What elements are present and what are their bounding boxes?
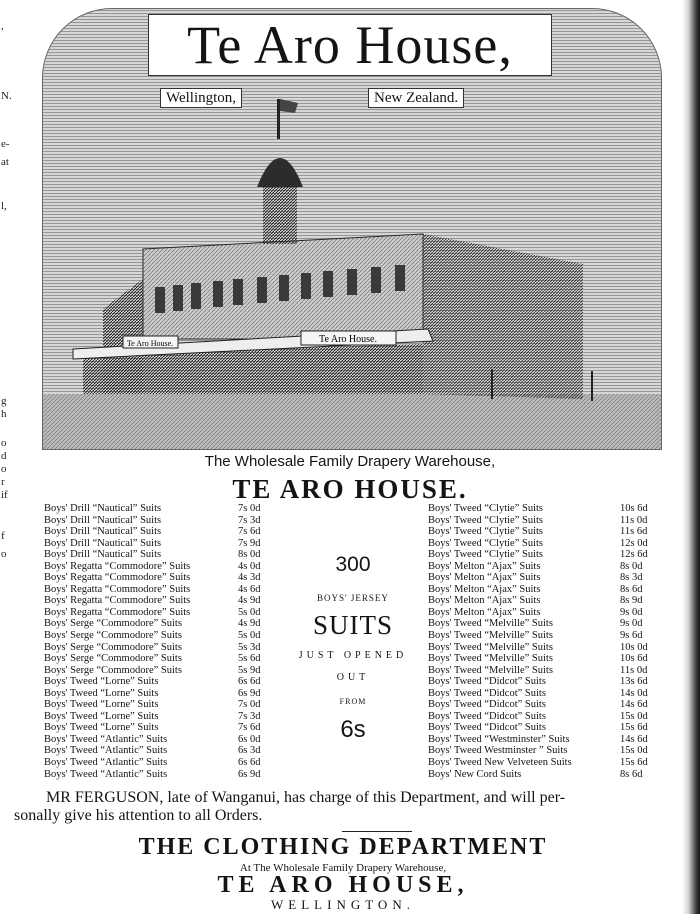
- suit-price: 7s 6d: [238, 526, 261, 538]
- suit-description: Boys' Drill “Nautical” Suits: [44, 526, 162, 538]
- suit-price: 8s 6d: [620, 768, 643, 780]
- suit-description: Boys' Melton “Ajax” Suits: [428, 595, 541, 607]
- suit-description: Boys' Regatta “Commodore” Suits: [44, 560, 191, 572]
- price-list-row: [44, 503, 274, 515]
- suit-description: Boys' Serge “Commodore” Suits: [44, 641, 182, 653]
- price-list-row: [44, 734, 274, 746]
- suit-price: 7s 3d: [238, 710, 261, 722]
- suit-price: 5s 0d: [238, 630, 261, 642]
- suit-price: 6s 9d: [238, 687, 261, 699]
- jersey-subject: BOYS' JERSEY: [317, 593, 389, 603]
- suit-description: Boys' Drill “Nautical” Suits: [44, 537, 162, 549]
- illustration-sign-1: Te Aro House.: [126, 339, 174, 348]
- warehouse-tagline: The Wholesale Family Drapery Warehouse,: [204, 453, 496, 470]
- suit-price: 7s 0d: [238, 503, 261, 514]
- suit-description: Boys' Tweed “Westminster” Suits: [428, 733, 570, 745]
- suit-description: Boys' Tweed “Melville” Suits: [428, 630, 553, 642]
- jersey-count: 300: [335, 553, 371, 576]
- suit-description: Boys' Tweed “Melville” Suits: [428, 618, 553, 630]
- suit-description: Boys' Tweed “Didcot” Suits: [428, 710, 546, 722]
- suit-price: 8s 9d: [620, 595, 643, 607]
- suit-price: 5s 9d: [238, 664, 261, 676]
- suit-price: 4s 6d: [238, 583, 261, 595]
- suit-description: Boys' Serge “Commodore” Suits: [44, 618, 182, 630]
- left-margin-fragments: , N. e- at l, g h o d o r if f o: [1, 20, 12, 560]
- price-list-row: [44, 653, 274, 665]
- price-list-row: [428, 503, 658, 515]
- suit-description: Boys' Tweed “Atlantic” Suits: [44, 745, 168, 757]
- price-list-row: [428, 642, 658, 654]
- price-list-row: [44, 561, 274, 573]
- suit-description: Boys' Tweed “Didcot” Suits: [428, 676, 546, 688]
- price-list-row: [44, 722, 274, 734]
- suit-price: 7s 9d: [238, 537, 261, 549]
- suit-description: Boys' Melton “Ajax” Suits: [428, 560, 541, 572]
- suit-price: 15s 6d: [620, 722, 648, 734]
- suit-description: Boys' Regatta “Commodore” Suits: [44, 595, 191, 607]
- suit-price: 5s 3d: [238, 641, 261, 653]
- price-list-row: [44, 665, 274, 677]
- price-list-row: [44, 526, 274, 538]
- suit-description: Boys' Regatta “Commodore” Suits: [44, 572, 191, 584]
- clothing-department-heading: THE CLOTHING DEPARTMENT: [138, 834, 548, 860]
- right-price-list: [428, 503, 658, 780]
- city-label: Wellington,: [160, 88, 242, 108]
- footer-warehouse-line: At The Wholesale Family Drapery Warehouse,: [239, 862, 447, 874]
- suit-price: 11s 0d: [620, 514, 648, 526]
- suit-price: 4s 9d: [238, 595, 261, 607]
- price-list-row: [44, 711, 274, 723]
- suit-description: Boys' Tweed “Lorne” Suits: [44, 699, 159, 711]
- suit-description: Boys' Serge “Commodore” Suits: [44, 664, 182, 676]
- suit-price: 9s 0d: [620, 618, 643, 630]
- price-list-row: [428, 745, 658, 757]
- suit-price: 5s 6d: [238, 653, 261, 665]
- suit-price: 10s 6d: [620, 653, 648, 665]
- suit-description: Boys' Tweed “Atlantic” Suits: [44, 757, 168, 769]
- suit-price: 14s 6d: [620, 699, 648, 711]
- suit-description: Boys' Tweed “Didcot” Suits: [428, 722, 546, 734]
- suit-price: 12s 0d: [620, 537, 648, 549]
- price-list-row: [428, 595, 658, 607]
- suit-price: 8s 0d: [620, 560, 643, 572]
- price-list-row: [428, 688, 658, 700]
- price-list-row: [428, 561, 658, 573]
- suit-price: 7s 3d: [238, 514, 261, 526]
- price-list-row: [44, 515, 274, 527]
- suit-description: Boys' Tweed “Clytie” Suits: [428, 537, 543, 549]
- suit-description: Boys' Tweed “Atlantic” Suits: [44, 733, 168, 745]
- suit-description: Boys' Drill “Nautical” Suits: [44, 503, 162, 514]
- suit-price: 6s 0d: [238, 733, 261, 745]
- price-list-row: [428, 665, 658, 677]
- suit-price: 11s 0d: [620, 664, 648, 676]
- price-list-row: [428, 526, 658, 538]
- out-text: OUT: [336, 672, 370, 683]
- suit-description: Boys' Melton “Ajax” Suits: [428, 606, 541, 618]
- price-list-row: [44, 618, 274, 630]
- suit-description: Boys' Tweed “Lorne” Suits: [44, 722, 159, 734]
- suit-price: 15s 0d: [620, 710, 648, 722]
- masthead-title: Te Aro House,: [148, 14, 552, 76]
- suit-price: 15s 0d: [620, 745, 648, 757]
- suit-price: 6s 6d: [238, 676, 261, 688]
- suit-price: 6s 6d: [238, 757, 261, 769]
- price-list-row: [428, 549, 658, 561]
- price-list-row: [44, 688, 274, 700]
- divider-rule: [342, 831, 412, 832]
- footer-city: WELLINGTON.: [271, 897, 415, 912]
- suit-price: 13s 6d: [620, 676, 648, 688]
- suit-description: Boys' Tweed New Velveteen Suits: [428, 757, 572, 769]
- suit-description: Boys' Tweed “Clytie” Suits: [428, 549, 543, 561]
- suit-description: Boys' Tweed “Clytie” Suits: [428, 526, 543, 538]
- price-list-row: [428, 757, 658, 769]
- suit-price: 8s 3d: [620, 572, 643, 584]
- price-list-row: [44, 549, 274, 561]
- price-list-row: [44, 572, 274, 584]
- suit-description: Boys' Tweed “Lorne” Suits: [44, 687, 159, 699]
- price-list-row: [428, 711, 658, 723]
- suit-description: Boys' Tweed “Clytie” Suits: [428, 514, 543, 526]
- suit-price: 4s 9d: [238, 618, 261, 630]
- suit-description: Boys' Serge “Commodore” Suits: [44, 653, 182, 665]
- ferguson-notice: [14, 789, 674, 825]
- price-list-row: [428, 515, 658, 527]
- price-list-row: [428, 653, 658, 665]
- suit-description: Boys' Regatta “Commodore” Suits: [44, 583, 191, 595]
- suit-description: Boys' Tweed Westminster ” Suits: [428, 745, 568, 757]
- suit-description: Boys' Tweed “Didcot” Suits: [428, 687, 546, 699]
- price-list-row: [44, 699, 274, 711]
- suit-description: Boys' Serge “Commodore” Suits: [44, 630, 182, 642]
- suit-price: 6s 3d: [238, 745, 261, 757]
- suit-price: 14s 0d: [620, 687, 648, 699]
- price-list-row: [44, 584, 274, 596]
- suit-description: Boys' Tweed “Lorne” Suits: [44, 710, 159, 722]
- suit-description: Boys' Tweed “Lorne” Suits: [44, 676, 159, 688]
- suit-price: 11s 6d: [620, 526, 648, 538]
- suit-price: 8s 6d: [620, 583, 643, 595]
- suit-description: Boys' Regatta “Commodore” Suits: [44, 606, 191, 618]
- suit-price: 15s 6d: [620, 757, 648, 769]
- suit-price: 9s 0d: [620, 606, 643, 618]
- suit-description: Boys' Drill “Nautical” Suits: [44, 549, 162, 561]
- price-list-row: [44, 745, 274, 757]
- suit-description: Boys' Tweed “Atlantic” Suits: [44, 768, 168, 780]
- suit-description: Boys' New Cord Suits: [428, 768, 522, 780]
- price-list-row: [428, 769, 658, 781]
- suit-description: Boys' Tweed “Melville” Suits: [428, 653, 553, 665]
- suit-price: 9s 6d: [620, 630, 643, 642]
- price-list-row: [44, 769, 274, 781]
- suit-description: Boys' Tweed “Melville” Suits: [428, 664, 553, 676]
- suit-price: 6s 9d: [238, 768, 261, 780]
- footer-store-name: TE ARO HOUSE,: [217, 872, 469, 898]
- suit-price: 7s 0d: [238, 699, 261, 711]
- price-list-row: [428, 618, 658, 630]
- price-list-row: [428, 699, 658, 711]
- price-list-row: [44, 595, 274, 607]
- from-price: 6s: [340, 716, 366, 743]
- price-list-row: [44, 607, 274, 619]
- price-list-row: [428, 734, 658, 746]
- illustration-sign-2: Te Aro House.: [319, 334, 377, 345]
- price-list-row: [428, 630, 658, 642]
- price-list-row: [428, 722, 658, 734]
- price-list-row: [428, 607, 658, 619]
- price-list-row: [44, 630, 274, 642]
- suit-price: 10s 0d: [620, 641, 648, 653]
- suit-price: 8s 0d: [238, 549, 261, 561]
- suit-price: 10s 6d: [620, 503, 648, 514]
- suit-description: Boys' Drill “Nautical” Suits: [44, 514, 162, 526]
- from-text: FROM: [339, 697, 367, 706]
- suit-price: 12s 6d: [620, 549, 648, 561]
- suit-price: 4s 0d: [238, 560, 261, 572]
- price-list-row: [428, 584, 658, 596]
- suit-price: 14s 6d: [620, 733, 648, 745]
- suit-price: 7s 6d: [238, 722, 261, 734]
- price-list-row: [44, 676, 274, 688]
- suit-description: Boys' Melton “Ajax” Suits: [428, 583, 541, 595]
- suit-price: 4s 3d: [238, 572, 261, 584]
- country-label: New Zealand.: [368, 88, 464, 108]
- suit-price: 5s 0d: [238, 606, 261, 618]
- notice-line-2: sonally give his attention to all Orders.: [14, 807, 263, 824]
- notice-line-1: MR FERGUSON, late of Wanganui, has charge of this Department, and will per-: [46, 789, 566, 806]
- suits-heading: SUITS: [312, 610, 393, 640]
- price-list-row: [44, 538, 274, 550]
- price-list-row: [428, 572, 658, 584]
- price-list-row: [44, 757, 274, 769]
- suit-description: Boys' Tweed “Melville” Suits: [428, 641, 553, 653]
- suit-description: Boys' Tweed “Didcot” Suits: [428, 699, 546, 711]
- price-list-row: [428, 676, 658, 688]
- suit-description: Boys' Tweed “Clytie” Suits: [428, 503, 543, 514]
- just-opened-text: JUST OPENED: [298, 650, 408, 661]
- price-list-row: [428, 538, 658, 550]
- suit-description: Boys' Melton “Ajax” Suits: [428, 572, 541, 584]
- left-price-list: [44, 503, 274, 780]
- price-list-row: [44, 642, 274, 654]
- store-name-heading: TE ARO HOUSE.: [232, 474, 468, 504]
